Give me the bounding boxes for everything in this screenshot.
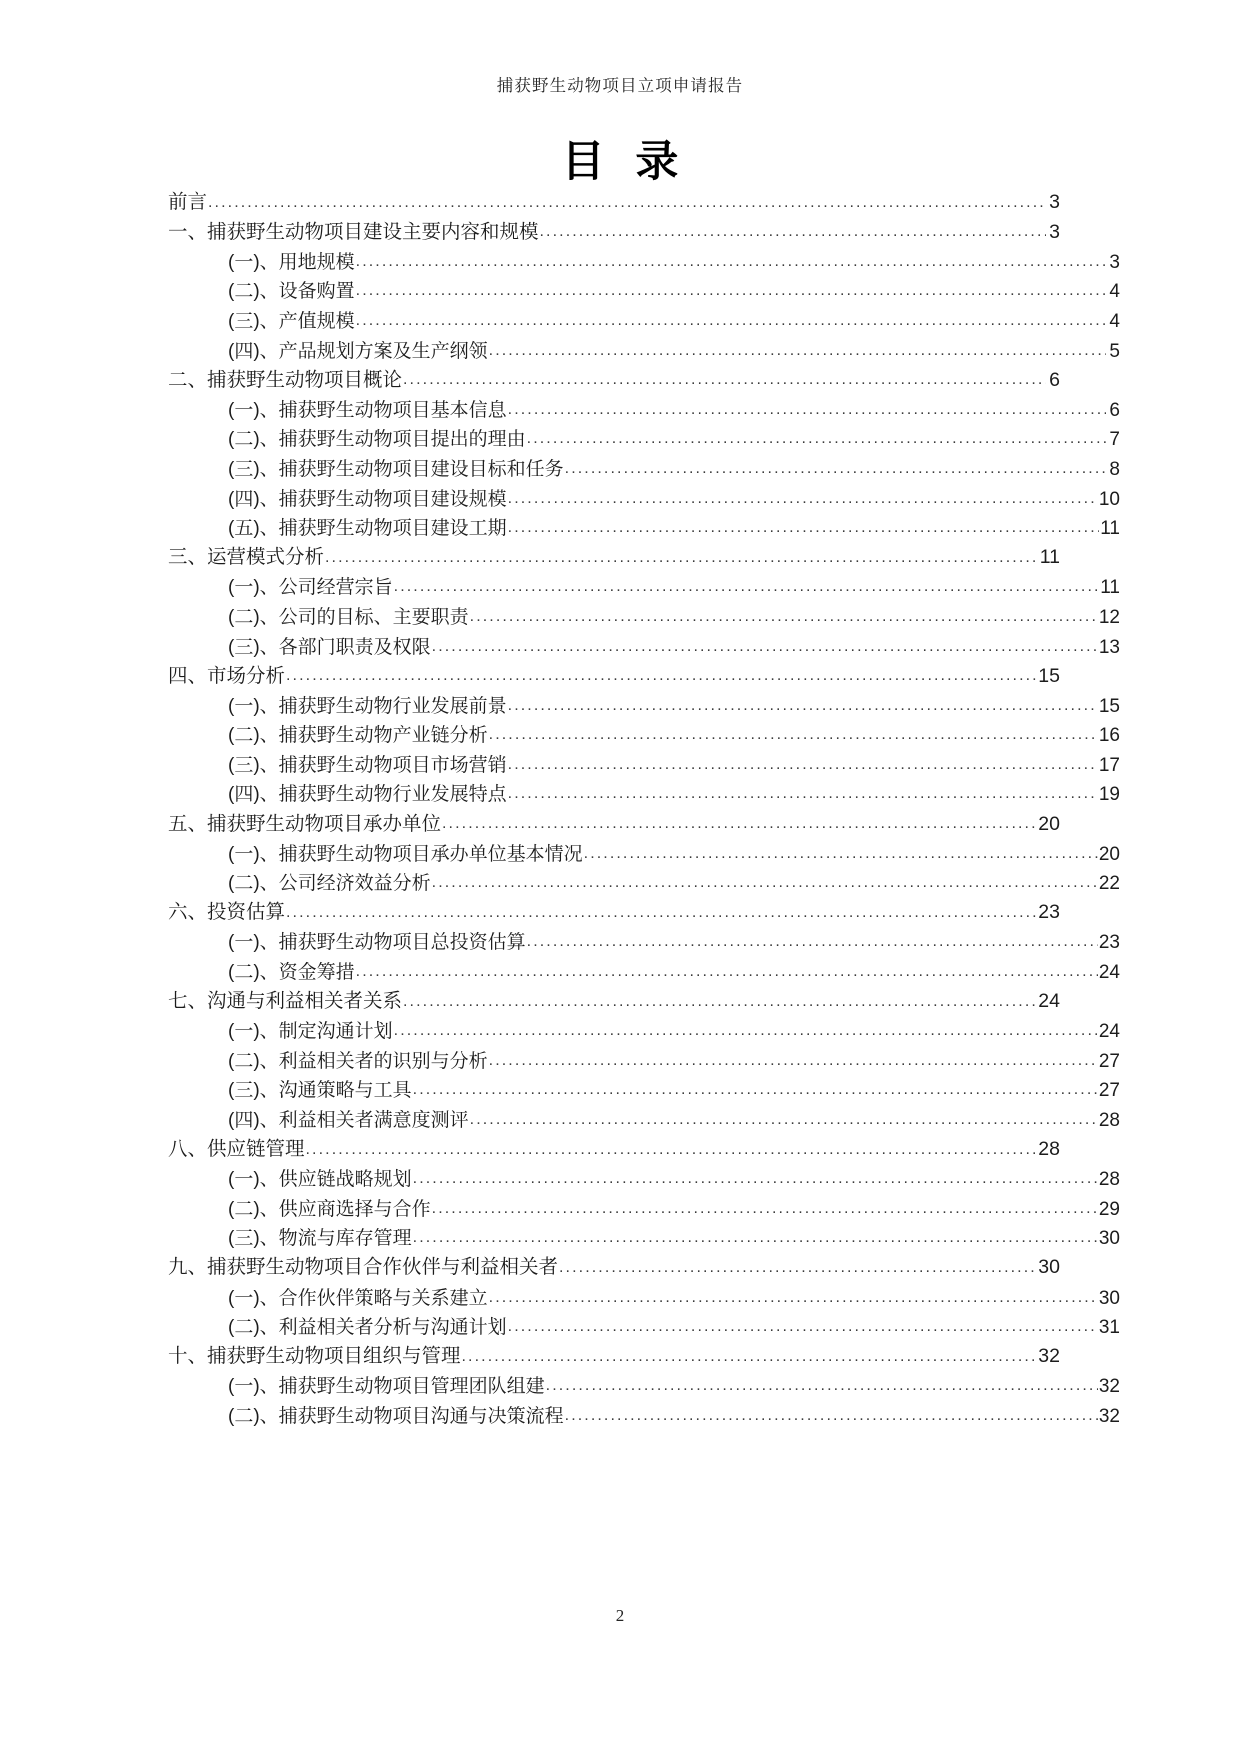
toc-leader-dots	[565, 1409, 1098, 1423]
toc-entry[interactable]	[168, 453, 1120, 483]
toc-leader-dots	[286, 906, 1037, 920]
toc-leader-dots	[432, 640, 1098, 654]
toc-entry-page-number: 23	[1098, 932, 1120, 954]
toc-entry-page-number: 32	[1038, 1345, 1060, 1368]
toc-entry-label: (三)、各部门职责及权限	[228, 636, 431, 658]
toc-leader-dots	[527, 432, 1106, 446]
toc-entry-page-number: 28	[1038, 1138, 1060, 1161]
toc-entry-page-number: 28	[1098, 1169, 1120, 1191]
toc-leader-dots	[403, 995, 1037, 1009]
toc-entry-label: (二)、利益相关者分析与沟通计划	[228, 1317, 507, 1339]
toc-entry-label: (二)、供应商选择与合作	[228, 1198, 431, 1220]
toc-leader-dots	[546, 1379, 1098, 1393]
toc-entry-label: (二)、捕获野生动物项目提出的理由	[228, 429, 526, 451]
toc-entry[interactable]	[168, 1400, 1120, 1430]
toc-leader-dots	[403, 373, 1046, 387]
toc-entry-page-number: 11	[1100, 577, 1120, 599]
toc-entry[interactable]	[168, 1252, 1060, 1282]
toc-entry[interactable]	[168, 868, 1120, 898]
toc-entry-page-number: 30	[1098, 1228, 1120, 1250]
toc-leader-dots	[432, 1202, 1098, 1216]
toc-entry[interactable]	[168, 601, 1120, 631]
toc-entry[interactable]	[168, 986, 1060, 1016]
toc-entry[interactable]	[168, 631, 1120, 661]
toc-entry-label: (一)、制定沟通计划	[228, 1021, 393, 1043]
toc-entry[interactable]	[168, 1134, 1060, 1164]
toc-entry-page-number: 6	[1049, 368, 1060, 391]
toc-entry-label: (三)、产值规模	[228, 310, 355, 332]
toc-entry-label: (三)、物流与库存管理	[228, 1228, 412, 1250]
toc-entry[interactable]	[168, 1282, 1120, 1312]
toc-entry-page-number: 4	[1109, 310, 1120, 332]
toc-leader-dots	[527, 935, 1098, 949]
toc-leader-dots	[413, 1172, 1098, 1186]
toc-entry[interactable]	[168, 661, 1060, 691]
toc-entry-label: 九、捕获野生动物项目合作伙伴与利益相关者	[168, 1256, 559, 1279]
toc-entry-label: 一、捕获野生动物项目建设主要内容和规模	[168, 220, 539, 243]
toc-entry-page-number: 32	[1098, 1376, 1120, 1398]
toc-entry-label: (一)、捕获野生动物项目管理团队组建	[228, 1376, 545, 1398]
toc-leader-dots	[286, 669, 1037, 683]
toc-entry-label: (四)、捕获野生动物项目建设规模	[228, 488, 507, 510]
toc-leader-dots	[508, 521, 1100, 535]
toc-entry[interactable]	[168, 276, 1120, 306]
toc-entry[interactable]	[168, 1193, 1120, 1223]
toc-entry[interactable]	[168, 394, 1120, 424]
toc-leader-dots	[432, 876, 1098, 890]
toc-leader-dots	[356, 255, 1106, 269]
toc-entry-label: (一)、捕获野生动物项目基本信息	[228, 399, 507, 421]
toc-entry-page-number: 3	[1049, 220, 1060, 243]
toc-entry-label: (三)、捕获野生动物项目建设目标和任务	[228, 458, 564, 480]
table-of-contents	[168, 187, 1120, 1430]
toc-entry-label: (四)、利益相关者满意度测评	[228, 1110, 469, 1131]
toc-entry-label: 六、投资估算	[168, 901, 286, 924]
toc-entry-label: (二)、公司经济效益分析	[228, 873, 431, 895]
toc-entry[interactable]	[168, 246, 1120, 276]
toc-entry[interactable]	[168, 1341, 1060, 1371]
toc-leader-dots	[325, 551, 1039, 565]
toc-entry-page-number: 24	[1038, 990, 1060, 1013]
toc-leader-dots	[508, 787, 1098, 801]
toc-entry-page-number: 16	[1098, 725, 1120, 747]
toc-entry-page-number: 12	[1098, 606, 1120, 628]
toc-entry-label: (二)、捕获野生动物产业链分析	[228, 725, 488, 747]
toc-leader-dots	[442, 817, 1037, 831]
toc-leader-dots	[489, 1054, 1098, 1068]
toc-entry-page-number: 15	[1098, 695, 1120, 717]
toc-entry[interactable]	[168, 1104, 1120, 1134]
toc-entry-page-number: 8	[1109, 458, 1120, 480]
toc-entry-page-number: 15	[1038, 664, 1060, 687]
toc-entry[interactable]	[168, 1312, 1120, 1342]
toc-entry-page-number: 10	[1098, 488, 1120, 510]
toc-leader-dots	[508, 492, 1098, 506]
toc-entry[interactable]	[168, 1223, 1120, 1253]
toc-entry-page-number: 6	[1109, 399, 1120, 421]
toc-entry-label: (二)、公司的目标、主要职责	[228, 606, 469, 628]
toc-leader-dots	[413, 1083, 1098, 1097]
toc-entry[interactable]	[168, 305, 1120, 335]
toc-entry-label: (二)、捕获野生动物项目沟通与决策流程	[228, 1405, 564, 1427]
toc-leader-dots	[540, 225, 1046, 239]
toc-entry-page-number: 22	[1098, 873, 1120, 895]
toc-leader-dots	[508, 758, 1098, 772]
toc-entry-page-number: 31	[1098, 1317, 1120, 1339]
toc-entry[interactable]	[168, 187, 1060, 217]
page-title: 目 录	[561, 139, 689, 186]
toc-entry-page-number: 11	[1100, 518, 1120, 540]
toc-entry[interactable]	[168, 897, 1060, 927]
toc-entry[interactable]	[168, 956, 1120, 986]
toc-entry-label: (二)、资金筹措	[228, 962, 355, 984]
toc-leader-dots	[489, 344, 1106, 358]
toc-leader-dots	[559, 1261, 1037, 1275]
toc-entry-page-number: 3	[1049, 191, 1060, 214]
toc-entry[interactable]	[168, 749, 1120, 779]
toc-entry-page-number: 17	[1098, 754, 1120, 776]
toc-entry-page-number: 4	[1109, 281, 1120, 303]
toc-entry-label: (三)、捕获野生动物项目市场营销	[228, 754, 507, 776]
toc-entry-label: 前言	[168, 191, 208, 214]
toc-entry-label: (五)、捕获野生动物项目建设工期	[228, 518, 507, 540]
toc-entry[interactable]	[168, 838, 1120, 868]
toc-entry-label: (三)、沟通策略与工具	[228, 1080, 412, 1102]
toc-entry-label: 二、捕获野生动物项目概论	[168, 368, 403, 391]
toc-entry-page-number: 5	[1109, 340, 1120, 362]
toc-entry-page-number: 13	[1098, 636, 1120, 658]
toc-entry-page-number: 27	[1098, 1080, 1120, 1102]
toc-leader-dots	[584, 847, 1098, 861]
toc-entry-page-number: 23	[1038, 901, 1060, 924]
toc-entry-label: 七、沟通与利益相关者关系	[168, 990, 403, 1013]
toc-entry-page-number: 20	[1038, 812, 1060, 835]
toc-leader-dots	[394, 580, 1100, 594]
footer-page-number: 2	[615, 1606, 625, 1625]
toc-entry-label: (一)、捕获野生动物行业发展前景	[228, 695, 507, 717]
toc-entry-page-number: 32	[1098, 1405, 1120, 1427]
toc-entry-label: (一)、捕获野生动物项目总投资估算	[228, 932, 526, 954]
toc-entry[interactable]	[168, 572, 1120, 602]
toc-entry[interactable]	[168, 1075, 1120, 1105]
toc-entry[interactable]	[168, 483, 1120, 513]
toc-entry[interactable]	[168, 424, 1120, 454]
toc-leader-dots	[208, 196, 1046, 210]
toc-entry-label: (一)、捕获野生动物项目承办单位基本情况	[228, 843, 583, 865]
toc-entry[interactable]	[168, 1164, 1120, 1194]
toc-entry-page-number: 28	[1098, 1110, 1120, 1131]
toc-leader-dots	[508, 699, 1098, 713]
toc-entry-label: (二)、设备购置	[228, 281, 355, 303]
toc-leader-dots	[356, 284, 1106, 298]
toc-entry-page-number: 29	[1098, 1198, 1120, 1220]
toc-entry[interactable]	[168, 365, 1060, 395]
toc-entry[interactable]	[168, 1016, 1120, 1046]
toc-entry[interactable]	[168, 1371, 1120, 1401]
toc-entry-page-number: 24	[1098, 1021, 1120, 1043]
toc-entry-page-number: 7	[1109, 429, 1120, 451]
toc-entry[interactable]	[168, 513, 1120, 543]
toc-entry[interactable]	[168, 720, 1120, 750]
toc-entry-page-number: 30	[1038, 1256, 1060, 1279]
toc-entry-page-number: 11	[1039, 546, 1060, 569]
toc-entry[interactable]	[168, 335, 1120, 365]
toc-entry-label: (四)、捕获野生动物行业发展特点	[228, 784, 507, 806]
toc-entry-label: (四)、产品规划方案及生产纲领	[228, 340, 488, 362]
toc-entry-page-number: 24	[1098, 962, 1120, 984]
toc-entry-label: 八、供应链管理	[168, 1138, 305, 1161]
running-header: 捕获野生动物项目立项申请报告	[496, 76, 744, 95]
toc-entry-label: (一)、供应链战略规划	[228, 1169, 412, 1191]
toc-entry-page-number: 30	[1098, 1287, 1120, 1309]
toc-entry-label: (二)、利益相关者的识别与分析	[228, 1050, 488, 1072]
toc-leader-dots	[413, 1231, 1098, 1245]
toc-leader-dots	[489, 728, 1098, 742]
toc-leader-dots	[462, 1350, 1038, 1364]
toc-leader-dots	[356, 965, 1098, 979]
toc-entry[interactable]	[168, 927, 1120, 957]
toc-entry-label: 五、捕获野生动物项目承办单位	[168, 812, 442, 835]
toc-entry-page-number: 3	[1109, 251, 1120, 273]
toc-entry[interactable]	[168, 779, 1120, 809]
toc-leader-dots	[306, 1143, 1038, 1157]
toc-entry-label: 十、捕获野生动物项目组织与管理	[168, 1345, 461, 1368]
toc-entry[interactable]	[168, 1045, 1120, 1075]
toc-entry-label: (一)、公司经营宗旨	[228, 577, 393, 599]
toc-entry-label: (一)、合作伙伴策略与关系建立	[228, 1287, 488, 1309]
toc-leader-dots	[508, 1320, 1098, 1334]
toc-leader-dots	[565, 462, 1106, 476]
toc-entry-page-number: 27	[1098, 1050, 1120, 1072]
toc-entry-label: 三、运营模式分析	[168, 546, 325, 569]
toc-entry[interactable]	[168, 217, 1060, 247]
toc-entry-label: (一)、用地规模	[228, 251, 355, 273]
toc-leader-dots	[470, 610, 1098, 624]
toc-leader-dots	[489, 1291, 1098, 1305]
toc-leader-dots	[356, 314, 1106, 328]
toc-leader-dots	[508, 403, 1106, 417]
toc-entry[interactable]	[168, 542, 1060, 572]
toc-entry-page-number: 20	[1098, 843, 1120, 865]
toc-entry-page-number: 19	[1098, 784, 1120, 806]
toc-entry-label: 四、市场分析	[168, 664, 286, 687]
toc-entry[interactable]	[168, 808, 1060, 838]
toc-leader-dots	[394, 1024, 1098, 1038]
toc-entry[interactable]	[168, 690, 1120, 720]
toc-leader-dots	[470, 1113, 1098, 1127]
